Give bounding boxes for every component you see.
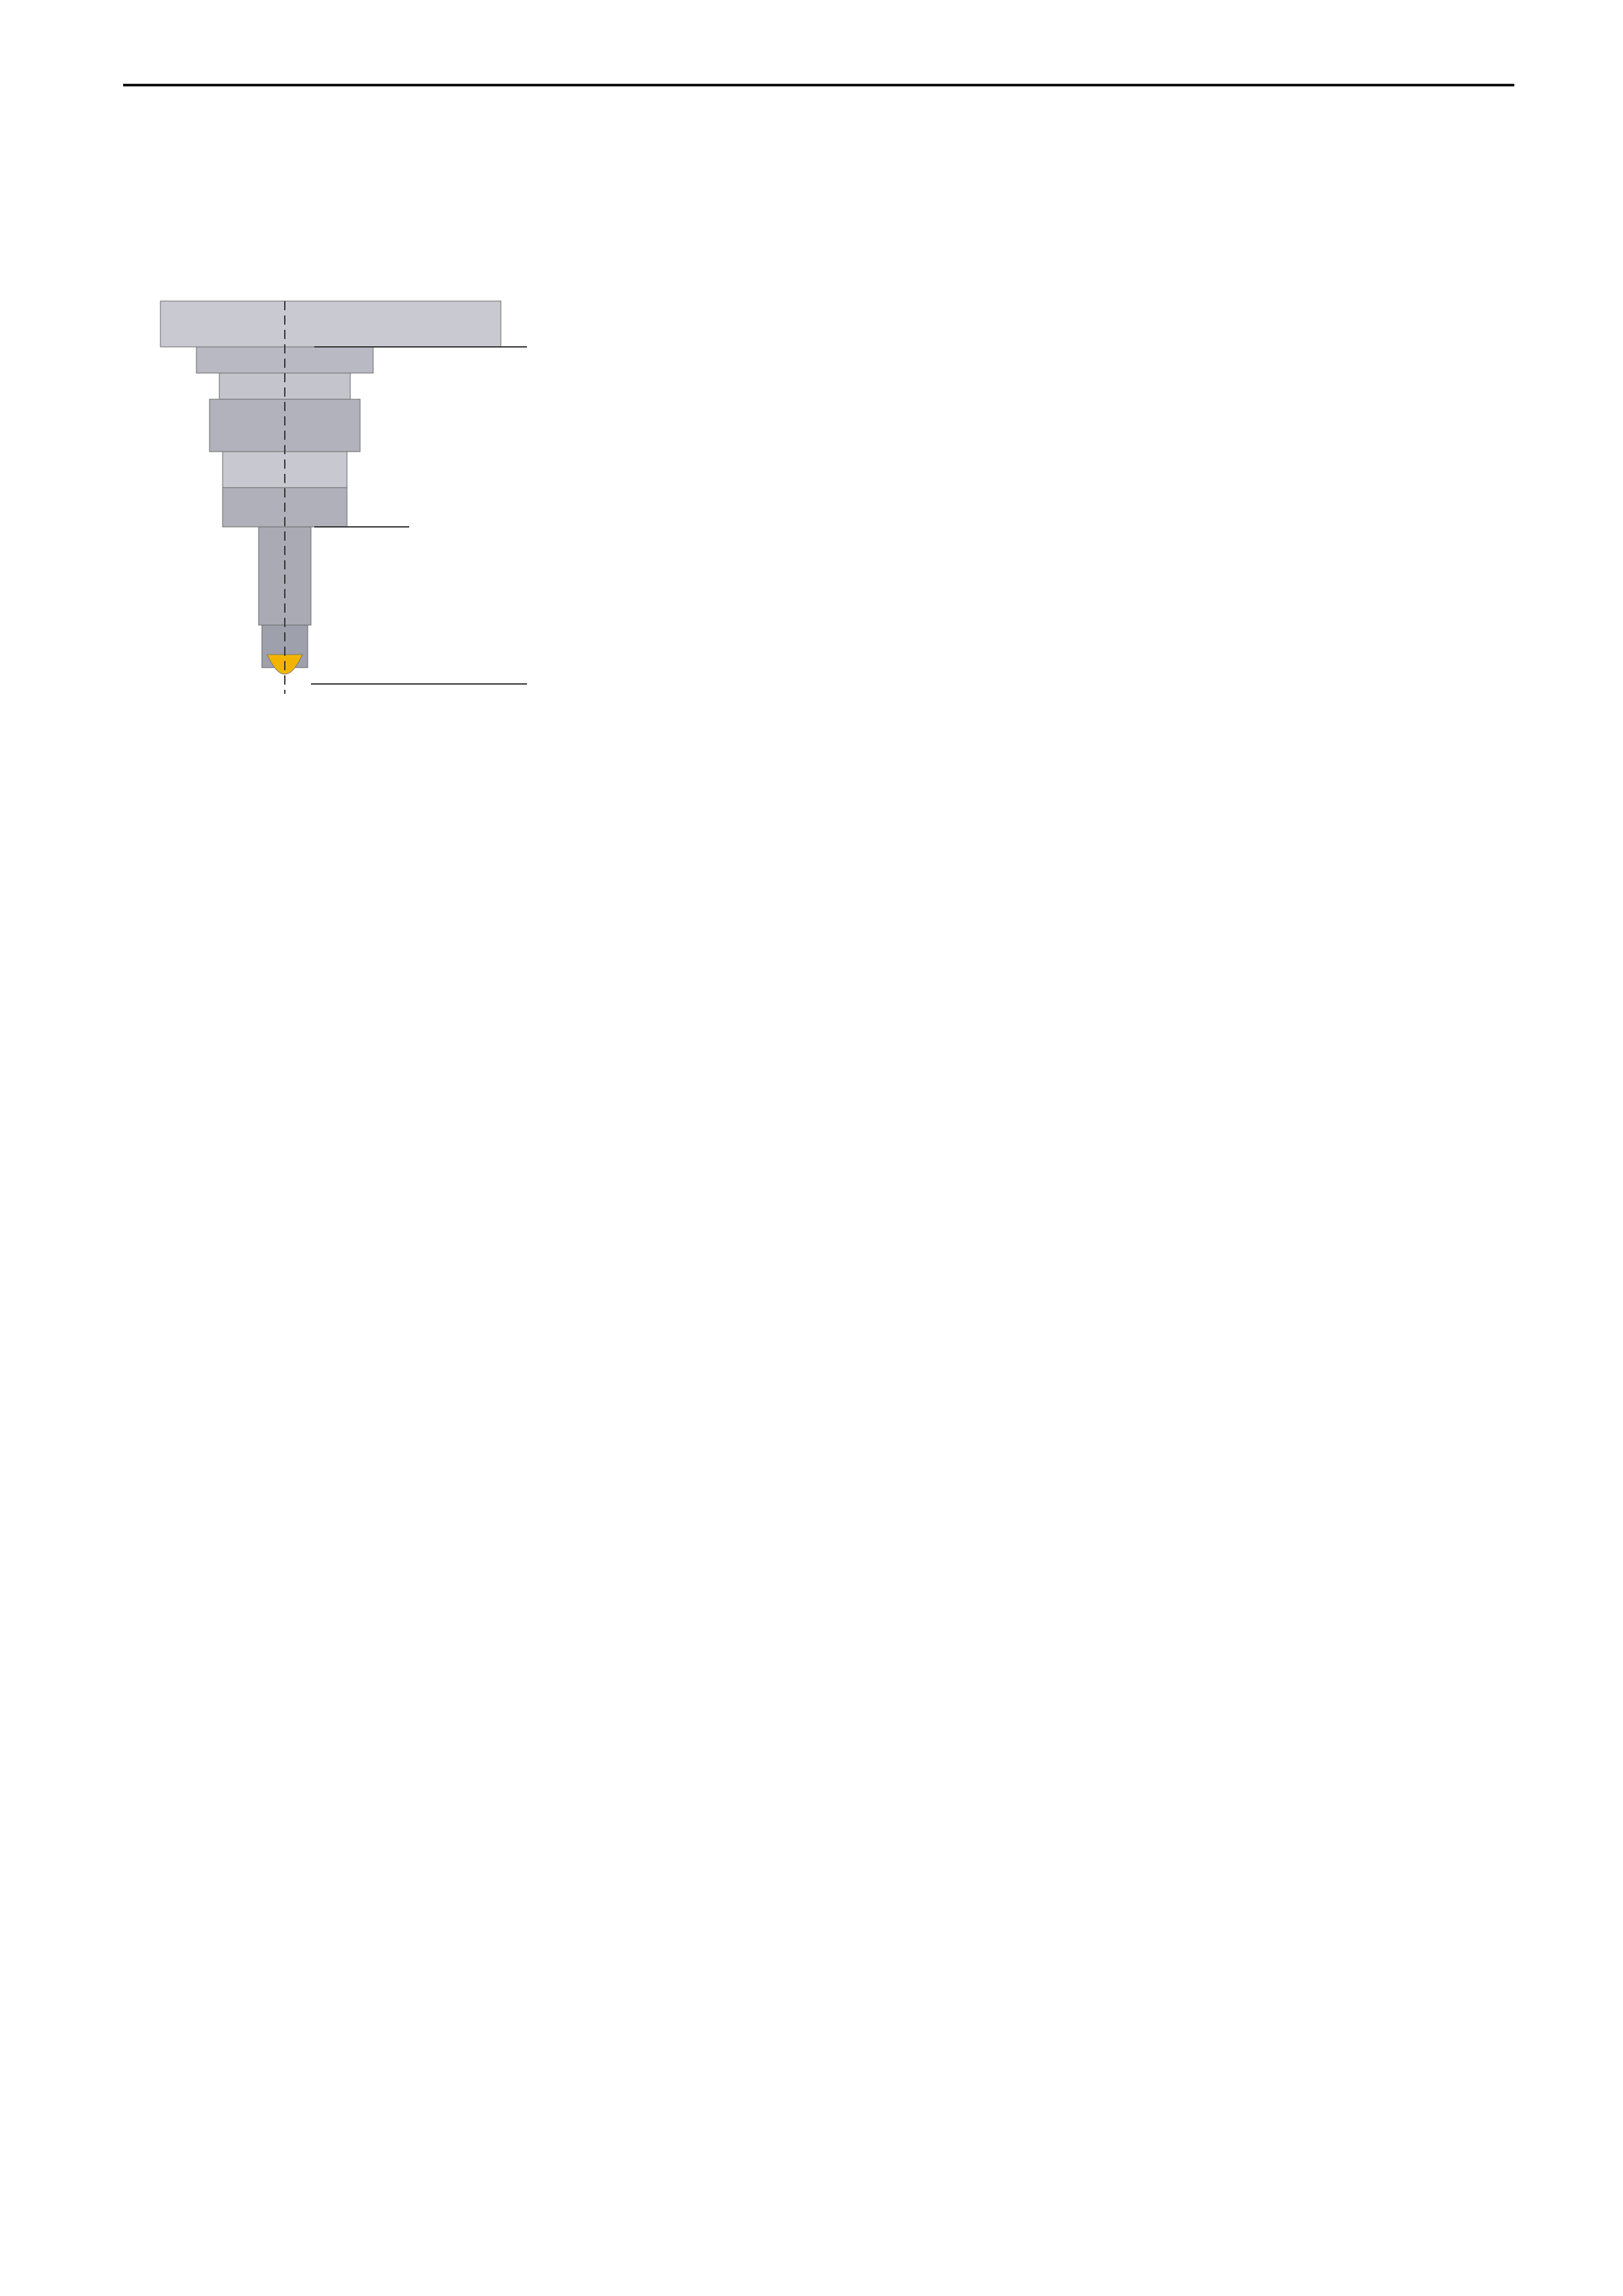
header-rule bbox=[123, 84, 1514, 86]
tool-holder-drawing bbox=[118, 288, 629, 995]
spindle-shape bbox=[160, 301, 501, 347]
